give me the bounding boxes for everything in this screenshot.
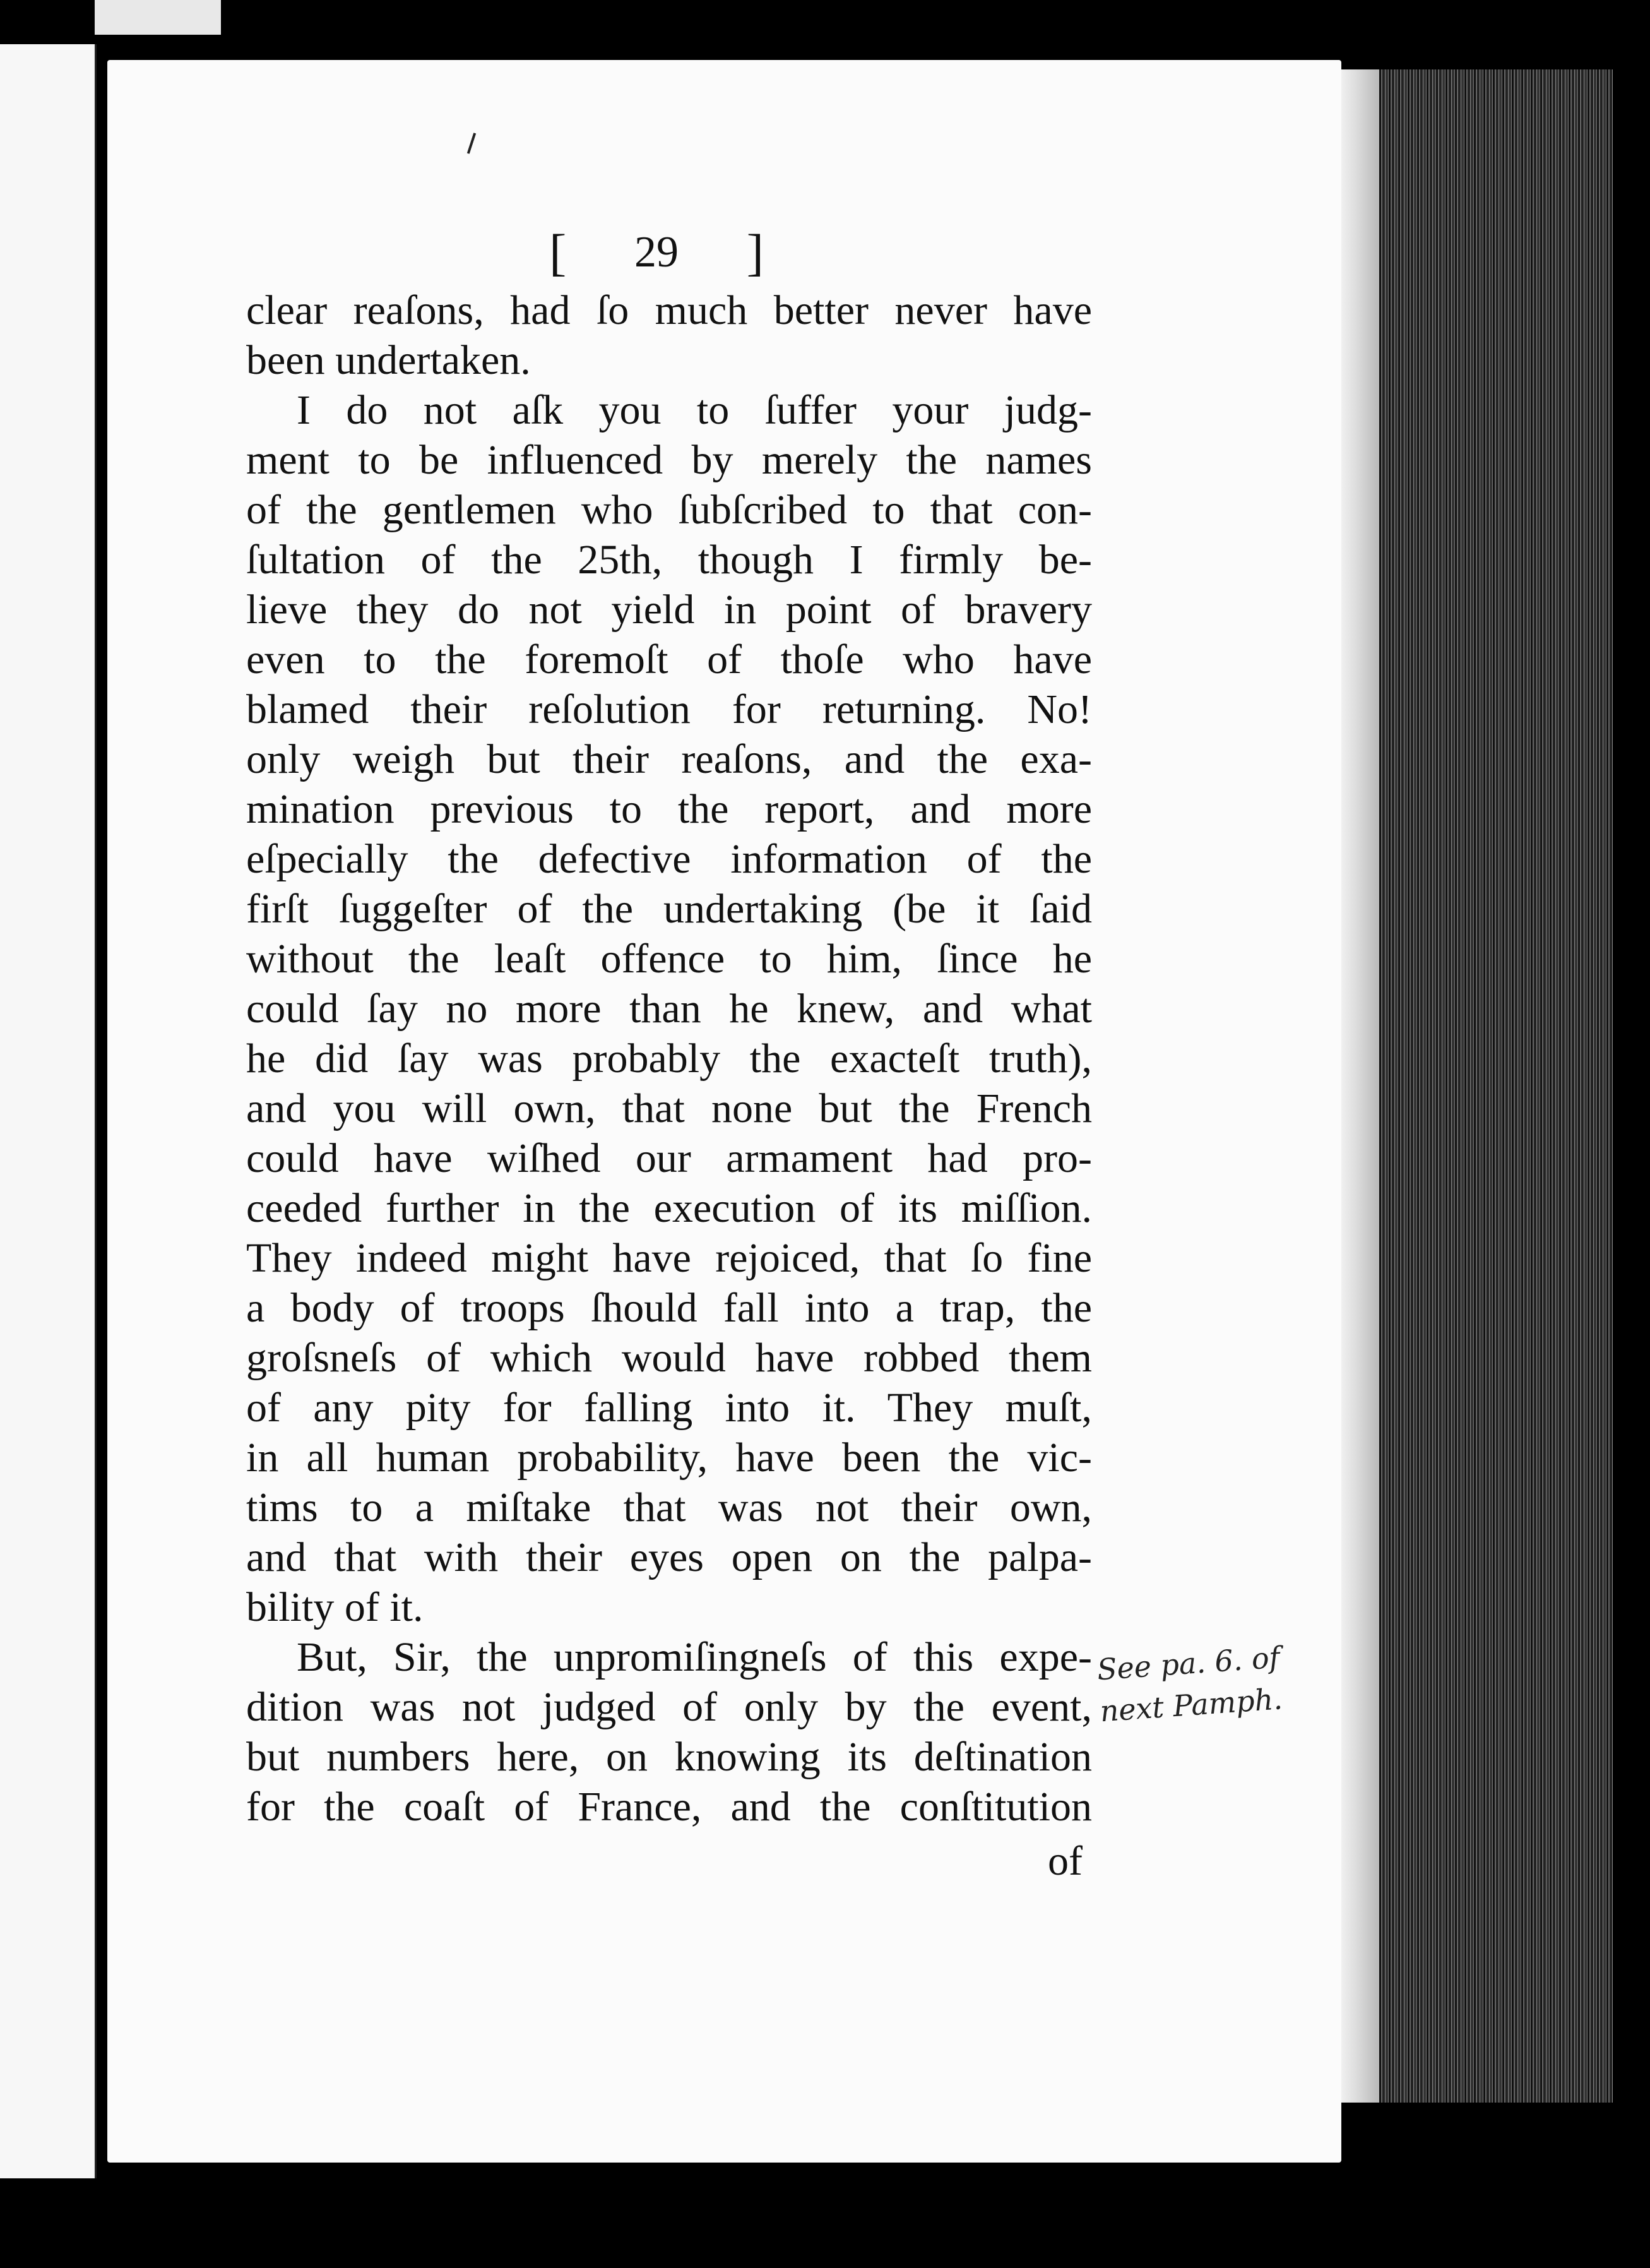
text-line: could have wiſhed our armament had pro-: [246, 1135, 1092, 1181]
left-page-edge: [0, 44, 97, 2178]
marginal-note-line: See pa. 6. of: [1096, 1640, 1281, 1687]
text-line: of any pity for falling into it. They muſt,: [246, 1385, 1092, 1431]
text-line: been undertaken.: [246, 337, 531, 383]
text-line: ceeded further in the execution of its miſſion.: [246, 1185, 1092, 1231]
text-line: eſpecially the defective information of the: [246, 836, 1092, 882]
text-line: bility of it.: [246, 1584, 424, 1630]
text-line: he did ſay was probably the exacteſt truth),: [246, 1036, 1092, 1082]
scan-background-corner: [95, 0, 221, 35]
marginal-note-line: next Pamph.: [1098, 1681, 1284, 1729]
text-line: They indeed might have rejoiced, that ſo fine: [246, 1235, 1092, 1281]
text-line: dition was not judged of only by the event,: [246, 1684, 1092, 1730]
text-line: could ſay no more than he knew, and what: [246, 986, 1092, 1032]
text-line: and you will own, that none but the French: [246, 1085, 1092, 1131]
catchword: of: [1048, 1838, 1083, 1884]
page-header: [549, 221, 764, 284]
text-line: ſultation of the 25th, though I firmly be-: [246, 537, 1092, 583]
header-bracket-close: ]: [746, 224, 764, 281]
text-line: without the leaſt offence to him, ſince he: [246, 936, 1092, 982]
text-line: even to the foremoſt of thoſe who have: [246, 636, 1092, 683]
handwritten-marginal-note: [1096, 1635, 1309, 1733]
text-line: lieve they do not yield in point of bravery: [246, 587, 1092, 633]
text-line: ment to be influenced by merely the names: [246, 437, 1092, 483]
text-line: blamed their reſolution for returning. No!: [246, 686, 1092, 732]
text-line: but numbers here, on knowing its deſtination: [246, 1734, 1092, 1780]
text-line: firſt ſuggeſter of the undertaking (be it ſaid: [246, 886, 1092, 932]
text-line: a body of troops ſhould fall into a trap, the: [246, 1285, 1092, 1331]
text-line: for the coaſt of France, and the conſtitution: [246, 1784, 1092, 1830]
text-line: groſsneſs of which would have robbed them: [246, 1335, 1092, 1381]
text-line: But, Sir, the unpromiſingneſs of this expe-: [297, 1634, 1092, 1680]
text-line: only weigh but their reaſons, and the exa-: [246, 736, 1092, 782]
text-line: clear reaſons, had ſo much better never have: [246, 287, 1092, 333]
page-body-text: [246, 285, 1092, 1832]
page-number: 29: [634, 228, 679, 277]
text-line: and that with their eyes open on the palpa-: [246, 1534, 1092, 1580]
text-line: mination previous to the report, and more: [246, 786, 1092, 832]
text-line: tims to a miſtake that was not their own,: [246, 1484, 1092, 1531]
text-line: I do not aſk you to ſuffer your judg-: [297, 387, 1092, 433]
text-line: of the gentlemen who ſubſcribed to that con-: [246, 487, 1092, 533]
book-page-edges: [1341, 69, 1613, 2103]
text-line: in all human probability, have been the vic-: [246, 1435, 1092, 1481]
header-bracket-open: [: [549, 224, 567, 281]
